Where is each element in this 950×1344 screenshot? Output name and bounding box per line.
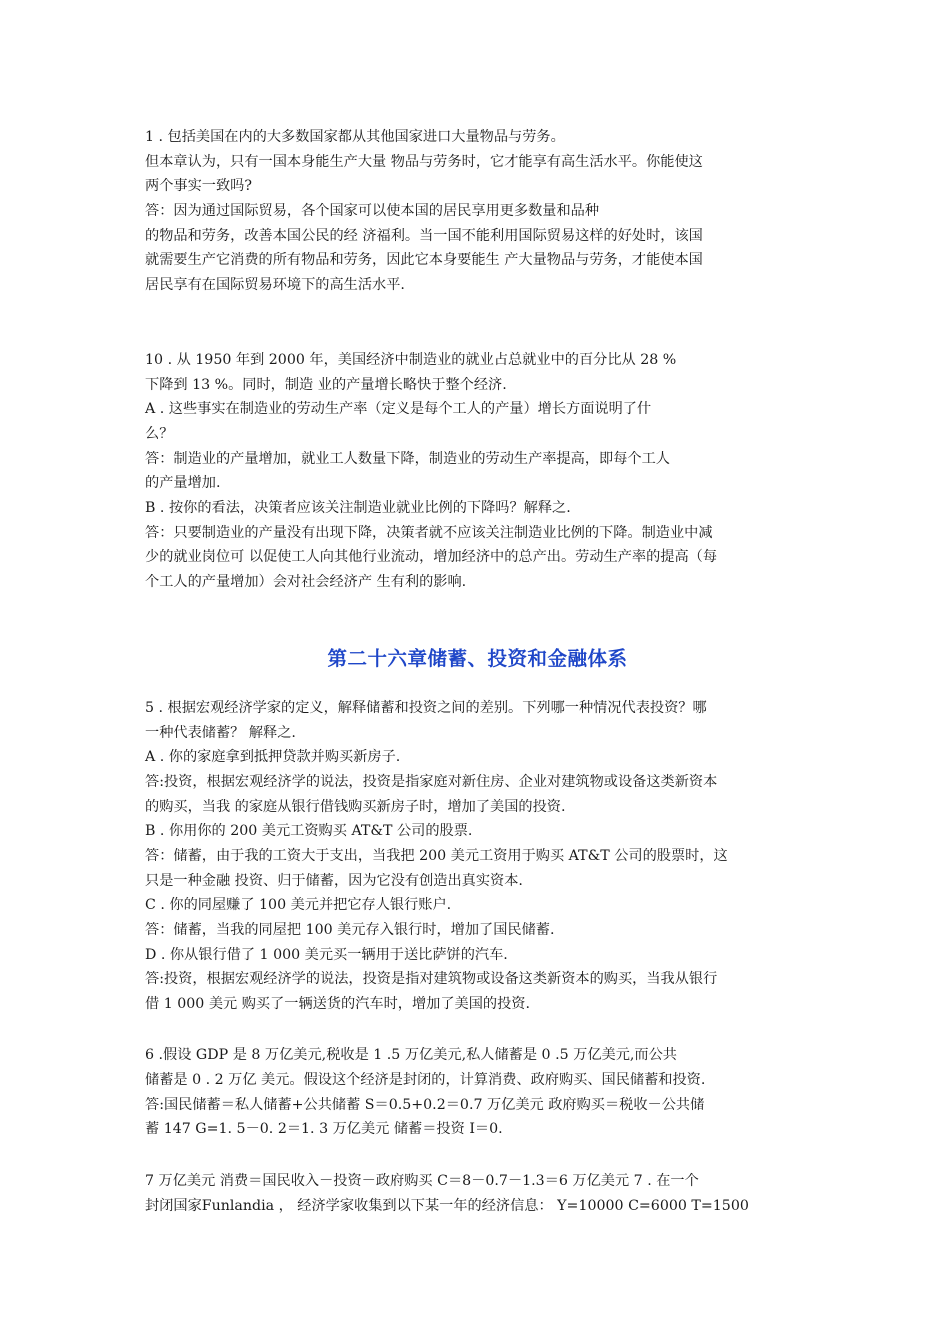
answer-1-line: 的物品和劳务，改善本国公民的经 济福利。当一国不能利用国际贸易这样的好处时，该国 (145, 228, 703, 244)
answer-5-line: 借 1 000 美元 购买了一辆送货的汽车时，增加了美国的投资. (145, 996, 530, 1012)
question-10-line: B . 按你的看法，决策者应该关注制造业就业比例的下降吗？解释之. (145, 500, 571, 516)
question-5-line: B . 你用你的 200 美元工资购买 AT&T 公司的股票. (145, 823, 473, 839)
question-10-line: A . 这些事实在制造业的劳动生产率（定义是每个工人的产量）增长方面说明了什 (145, 401, 652, 417)
question-5-line: 5 . 根据宏观经济学家的定义，解释储蓄和投资之间的差别。下列哪一种情况代表投资？哪 (145, 700, 707, 716)
chapter-heading: 第二十六章储蓄、投资和金融体系 (327, 647, 628, 670)
answer-5-line: 只是一种金融 投资、归于储蓄，因为它没有创造出真实资本. (145, 873, 523, 889)
answer-5-line: 答:投资，根据宏观经济学的说法，投资是指对建筑物或设备这类新资本的购买，当我从银行 (145, 971, 718, 987)
question-5-line: C . 你的同屋赚了 100 美元并把它存人银行账户. (145, 897, 452, 913)
question-1-line: 两个事实一致吗? (145, 178, 252, 194)
answer-5-line: 的购买，当我 的家庭从银行借钱购买新房子时，增加了美国的投资. (145, 799, 566, 815)
question-1-line: 1 . 包括美国在内的大多数国家都从其他国家进口大量物品与劳务。 (145, 129, 565, 145)
answer-6-line: 答:国民储蓄＝私人储蓄+公共储蓄 S＝0.5+0.2＝0.7 万亿美元 政府购买＝税收－公共储 (145, 1097, 705, 1113)
question-7-line: 封闭国家Funlandia ， 经济学家收集到以下某一年的经济信息： Y=10000 C=6000 T=1500 (145, 1198, 749, 1214)
question-10-line: 下降到 13 %。同时，制造 业的产量增长略快于整个经济. (145, 377, 507, 393)
answer-10-line: 个工人的产量增加）会对社会经济产 生有利的影响. (145, 574, 467, 590)
question-1-line: 但本章认为，只有一国本身能生产大量 物品与劳务时，它才能享有高生活水平。你能使这 (145, 154, 703, 170)
answer-1-line: 就需要生产它消费的所有物品和劳务，因此它本身要能生 产大量物品与劳务，才能使本国 (145, 252, 703, 268)
question-10-line: 么？ (145, 426, 174, 442)
answer-5-line: 答：储蓄，当我的同屋把 100 美元存入银行时，增加了国民储蓄. (145, 922, 555, 938)
answer-5-line: 答：储蓄，由于我的工资大于支出，当我把 200 美元工资用于购买 AT&T 公司的股票时，这 (145, 848, 728, 864)
answer-1-line: 答：因为通过国际贸易，各个国家可以使本国的居民享用更多数量和品种 (145, 203, 600, 219)
question-6-line: 6 .假设 GDP 是 8 万亿美元,税收是 1 .5 万亿美元,私人储蓄是 0 .5 万亿美元,而公共 (145, 1047, 677, 1063)
question-5-line: 一种代表储蓄？ 解释之. (145, 725, 296, 741)
answer-1-line: 居民享有在国际贸易环境下的高生活水平. (145, 277, 405, 293)
answer-10-line: 少的就业岗位可 以促使工人向其他行业流动，增加经济中的总产出。劳动生产率的提高（每 (145, 549, 718, 565)
answer-10-line: 的产量增加. (145, 475, 221, 491)
question-10-line: 10 . 从 1950 年到 2000 年，美国经济中制造业的就业占总就业中的百分比从 28 % (145, 352, 677, 368)
answer-10-line: 答：只要制造业的产量没有出现下降，决策者就不应该关注制造业比例的下降。制造业中减 (145, 525, 713, 541)
answer-5-line: 答:投资，根据宏观经济学的说法，投资是指家庭对新住房、企业对建筑物或设备这类新资本 (145, 774, 718, 790)
question-5-line: A . 你的家庭拿到抵押贷款并购买新房子. (145, 749, 401, 765)
question-5-line: D . 你从银行借了 1 000 美元买一辆用于送比萨饼的汽车. (145, 947, 508, 963)
answer-10-line: 答：制造业的产量增加，就业工人数量下降，制造业的劳动生产率提高，即每个工人 (145, 451, 670, 467)
question-6-line: 储蓄是 0 . 2 万亿 美元。假设这个经济是封闭的，计算消费、政府购买、国民储蓄和投资. (145, 1072, 706, 1088)
question-7-line: 7 万亿美元 消费＝国民收入－投资－政府购买 C＝8－0.7－1.3＝6 万亿美元 7 . 在一个 (145, 1173, 699, 1189)
answer-6-line: 蓄 147 G=1. 5－0. 2＝1. 3 万亿美元 储蓄＝投资 I＝0. (145, 1121, 503, 1137)
